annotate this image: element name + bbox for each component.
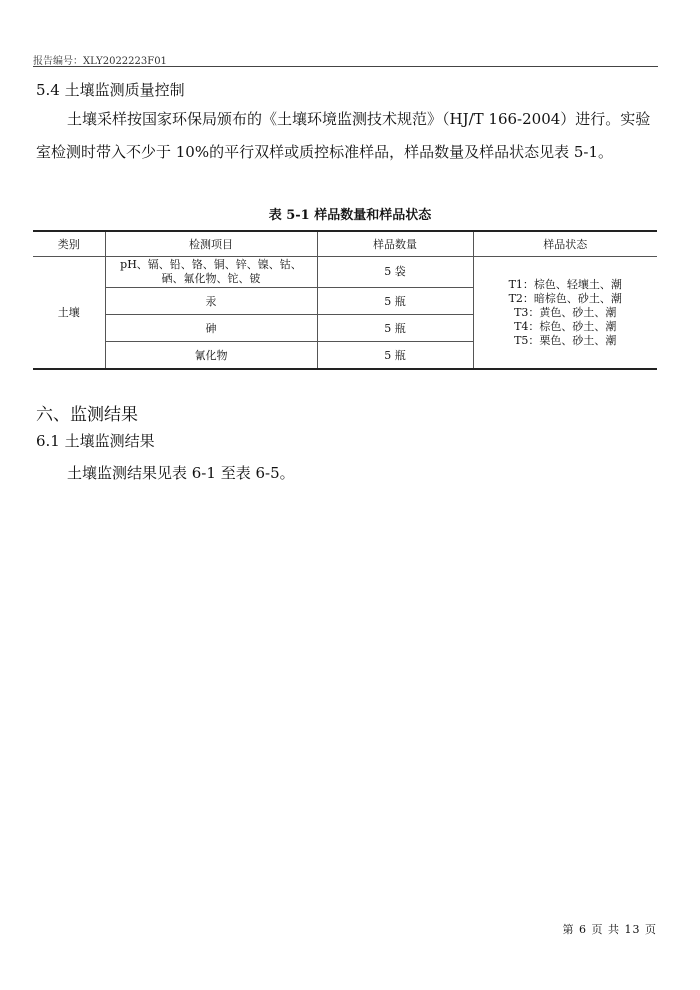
section-6-1-heading: 6.1 土壤监测结果	[36, 432, 155, 450]
table-caption: 表 5-1 样品数量和样品状态	[268, 208, 432, 223]
header-divider	[33, 66, 658, 67]
sample-state-line: T3：黄色、砂土、潮	[514, 305, 617, 319]
sample-state-cell	[473, 257, 657, 370]
col-header-quantity: 样品数量	[317, 231, 473, 257]
col-header-test-item: 检测项目	[105, 231, 317, 257]
quantity-cell: 5 袋	[317, 257, 473, 288]
quantity-cell: 5 瓶	[317, 315, 473, 342]
section-6-heading: 六、监测结果	[36, 405, 138, 425]
sample-state-line: T1：棕色、轻壤土、潮	[508, 277, 622, 291]
col-header-state: 样品状态	[473, 231, 657, 257]
section-5-4-paragraph: 土壤采样按国家环保局颁布的《土壤环境监测技术规范》（HJ/T 166-2004）进行。实验室检测时带入不少于 10%的平行双样或质控标准样品，样品数量及样品状态见表 5-1。	[36, 110, 651, 161]
table-row	[33, 257, 657, 288]
section-5-4-heading: 5.4 土壤监测质量控制	[36, 81, 185, 99]
quantity-cell: 5 瓶	[317, 342, 473, 370]
page-number: 第 6 页 共 13 页	[562, 923, 657, 936]
test-item-cell: pH、镉、铅、铬、铜、锌、镍、钴、硒、氟化物、铊、铍	[105, 257, 317, 288]
section-6-1-paragraph: 土壤监测结果见表 6-1 至表 6-5。	[67, 464, 295, 482]
table-header-row	[33, 231, 657, 257]
sample-state-line: T2：暗棕色、砂土、潮	[508, 291, 622, 305]
sample-table	[33, 230, 657, 370]
sample-state-line: T5：栗色、砂土、潮	[514, 333, 617, 347]
test-item-cell: 氰化物	[105, 342, 317, 370]
sample-state-line: T4：棕色、砂土、潮	[514, 319, 617, 333]
test-item-cell: 砷	[105, 315, 317, 342]
quantity-cell: 5 瓶	[317, 288, 473, 315]
category-cell: 土壤	[33, 257, 105, 370]
report-number: 报告编号：XLY2022223F01	[33, 56, 167, 67]
col-header-category: 类别	[33, 231, 105, 257]
test-item-cell: 汞	[105, 288, 317, 315]
